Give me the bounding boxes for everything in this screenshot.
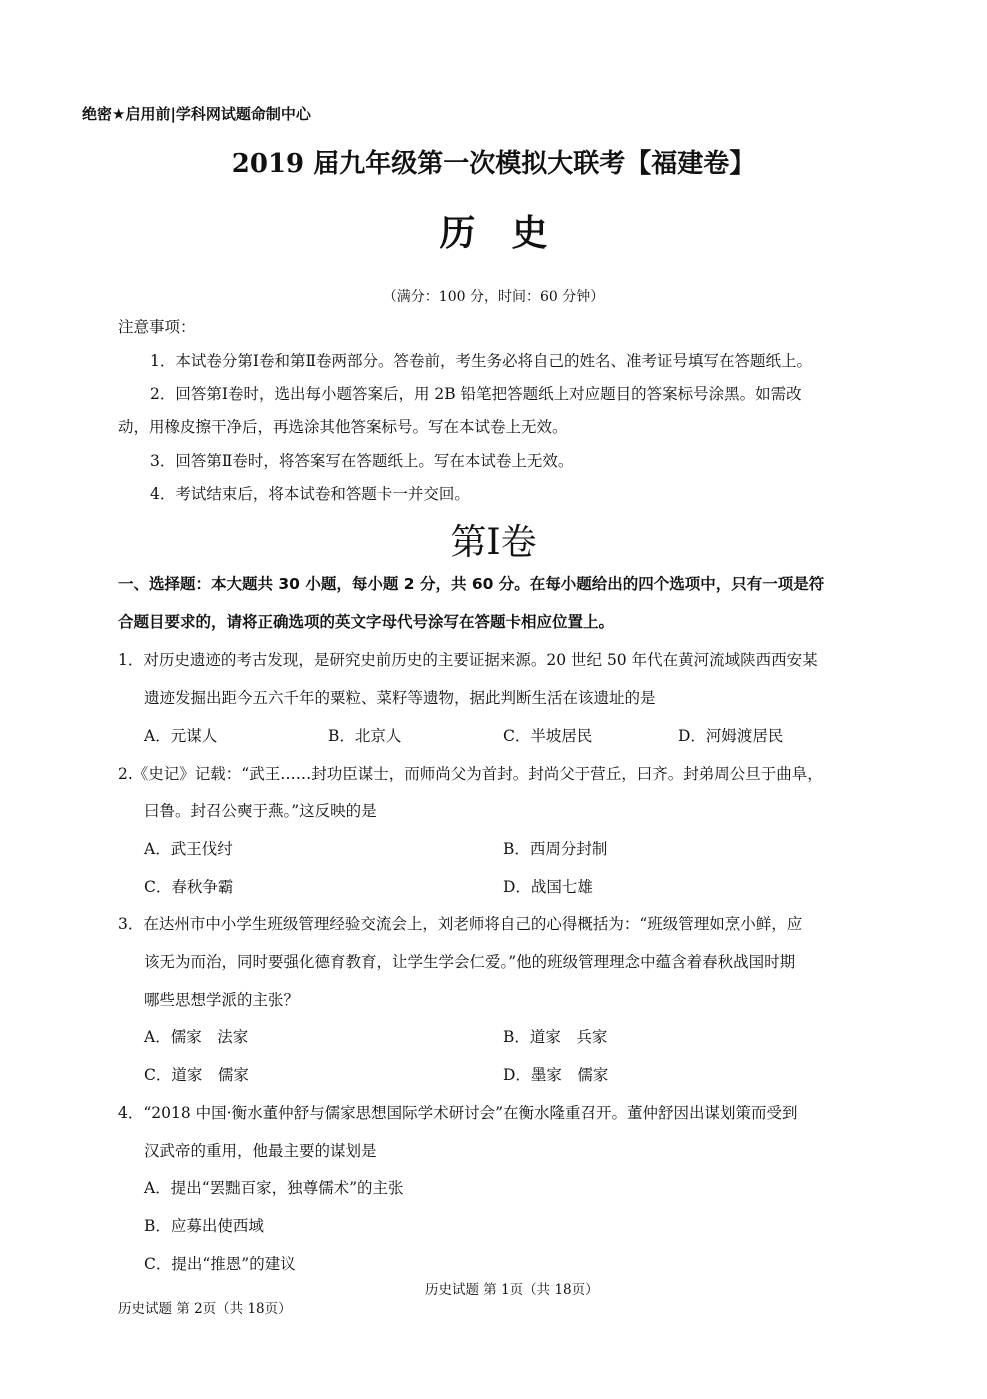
section-instructions: 一、选择题：本大题共 30 小题，每小题 2 分，共 60 分。在每小题给出的四个选项中，只有一项是符: [118, 575, 825, 593]
note-item: 2．回答第Ⅰ卷时，选出每小题答案后，用 2B 铅笔把答题纸上对应题目的答案标号涂黑。如需改: [150, 385, 802, 403]
note-item: 4．考试结束后，将本试卷和答题卡一并交回。: [150, 485, 470, 503]
answer-option: A．儒家 法家: [144, 1028, 249, 1046]
question-stem: 汉武帝的重用，他最主要的谋划是: [144, 1142, 377, 1160]
question-stem: 曰鲁。封召公奭于燕。”这反映的是: [144, 802, 377, 820]
answer-option: B．道家 兵家: [503, 1028, 608, 1046]
answer-option: A．提出“罢黜百家，独尊儒术”的主张: [144, 1179, 404, 1197]
exam-title: 2019 届九年级第一次模拟大联考【福建卷】: [231, 149, 756, 179]
answer-option: B．北京人: [328, 727, 402, 745]
note-item: 1．本试卷分第Ⅰ卷和第Ⅱ卷两部分。答卷前，考生务必将自己的姓名、准考证号填写在答题纸上。: [150, 352, 813, 370]
section-instructions: 合题目要求的，请将正确选项的英文字母代号涂写在答题卡相应位置上。: [118, 613, 615, 631]
question-stem: 遗迹发掘出距今五六千年的粟粒、菜籽等遗物，据此判断生活在该遗址的是: [144, 689, 656, 707]
volume-title: 第Ⅰ卷: [450, 522, 537, 563]
answer-option: A．武王伐纣: [144, 840, 233, 858]
score-time-info: （满分：100 分，时间：60 分钟）: [382, 289, 605, 305]
note-item: 3．回答第Ⅱ卷时，将答案写在答题纸上。写在本试卷上无效。: [150, 452, 574, 470]
answer-option: C．提出“推恩”的建议: [144, 1255, 296, 1273]
answer-option: D．墨家 儒家: [503, 1066, 609, 1084]
question-stem: 该无为而治，同时要强化德育教育，让学生学会仁爱。”他的班级管理理念中蕴含着春秋战国时期: [144, 953, 796, 971]
question-stem: 4．“2018 中国·衡水董仲舒与儒家思想国际学术研讨会”在衡水隆重召开。董仲舒因出谋划策而受到: [118, 1104, 798, 1122]
page-footer-center: 历史试题 第 1页（共 18页）: [425, 1282, 599, 1298]
question-stem: 3．在达州市中小学生班级管理经验交流会上，刘老师将自己的心得概括为：“班级管理如烹小鲜，应: [118, 915, 803, 933]
question-stem: 2.《史记》记载：“武王……封功臣谋士，而师尚父为首封。封尚父于营丘，曰齐。封弟周公旦于曲阜，: [118, 765, 823, 783]
answer-option: B．西周分封制: [503, 840, 608, 858]
notes-title: 注意事项：: [118, 318, 196, 336]
subject-title: 历 史: [439, 213, 548, 254]
answer-option: C．春秋争霸: [144, 878, 234, 896]
answer-option: D．河姆渡居民: [678, 727, 784, 745]
question-stem: 1．对历史遗迹的考古发现，是研究史前历史的主要证据来源。20 世纪 50 年代在黄河流域陕西西安某: [118, 651, 818, 669]
answer-option: B．应募出使西域: [144, 1217, 264, 1235]
answer-option: C．道家 儒家: [144, 1066, 249, 1084]
answer-option: D．战国七雄: [503, 878, 593, 896]
page-footer-left: 历史试题 第 2页（共 18页）: [118, 1301, 292, 1317]
confidential-label: 绝密★启用前|学科网试题命制中心: [82, 105, 311, 123]
answer-option: A．元谋人: [144, 727, 218, 745]
note-item-continued: 动，用橡皮擦干净后，再选涂其他答案标号。写在本试卷上无效。: [118, 418, 568, 436]
question-stem: 哪些思想学派的主张？: [144, 991, 300, 1009]
answer-option: C．半坡居民: [503, 727, 593, 745]
